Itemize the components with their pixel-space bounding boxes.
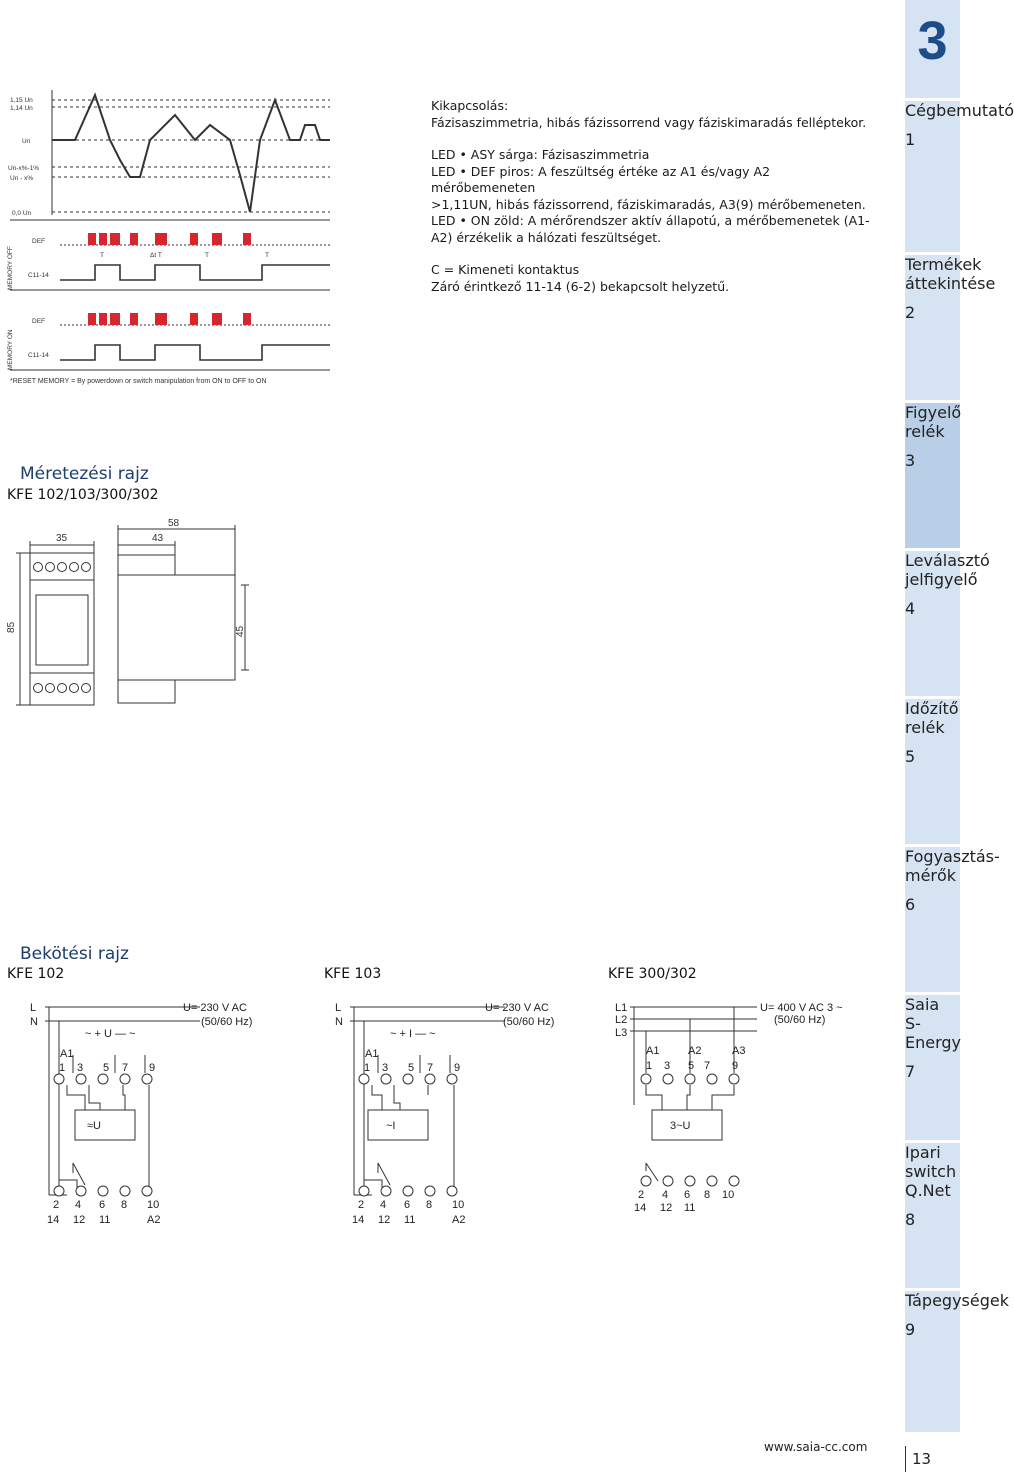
contact-a: C = Kimeneti kontaktus — [431, 262, 580, 277]
svg-text:8: 8 — [121, 1199, 128, 1211]
tab-8-label2: Q.Net — [905, 1181, 951, 1200]
svg-text:A1: A1 — [60, 1048, 74, 1060]
svg-text:12: 12 — [660, 1202, 673, 1214]
svg-text:14: 14 — [47, 1214, 60, 1226]
svg-text:45: 45 — [235, 625, 246, 637]
svg-text:A2: A2 — [688, 1045, 702, 1057]
svg-text:Δt T: Δt T — [150, 252, 162, 259]
svg-text:1: 1 — [59, 1062, 66, 1074]
svg-text:3~U: 3~U — [670, 1120, 691, 1132]
svg-text:Un - x%: Un - x% — [10, 175, 34, 182]
tab-1-number: 1 — [905, 130, 916, 149]
svg-text:5: 5 — [408, 1062, 415, 1074]
dimensions-subtitle: KFE 102/103/300/302 — [7, 487, 159, 503]
tab-9-label: Tápegységek — [905, 1291, 1009, 1310]
led-on-b: A2) érzékelik a hálózati feszültséget. — [431, 229, 662, 245]
svg-text:9: 9 — [732, 1060, 739, 1072]
kfe103-title: KFE 103 — [324, 966, 382, 982]
contact-b: Záró érintkező 11-14 (6-2) bekapcsolt helyzetű. — [431, 278, 730, 294]
svg-text:1,14 Un: 1,14 Un — [10, 105, 33, 112]
description-block — [431, 98, 871, 295]
svg-text:U= 230 V AC: U= 230 V AC — [485, 1002, 549, 1014]
svg-text:14: 14 — [352, 1214, 365, 1226]
tab-8-label: Ipari switch — [905, 1143, 957, 1181]
svg-text:9: 9 — [454, 1062, 461, 1074]
svg-text:~ + U — ~: ~ + U — ~ — [85, 1028, 136, 1040]
dimensions-title: Méretezési rajz — [20, 464, 149, 484]
tab-4[interactable] — [905, 551, 990, 696]
svg-text:7: 7 — [122, 1062, 129, 1074]
svg-text:A3: A3 — [732, 1045, 746, 1057]
tab-6-number: 6 — [905, 895, 916, 914]
kfe300-schematic — [612, 995, 862, 1220]
kfe102-title: KFE 102 — [7, 966, 65, 982]
svg-text:10: 10 — [722, 1189, 735, 1201]
svg-text:(50/60 Hz): (50/60 Hz) — [201, 1016, 253, 1028]
tab-2-number: 2 — [905, 303, 916, 322]
svg-text:7: 7 — [427, 1062, 434, 1074]
svg-text:A2: A2 — [452, 1214, 466, 1226]
led-def-b: >1,11UN, hibás fázissorrend, fáziskimaradás, A3(9) mérőbemeneten. — [431, 196, 866, 212]
svg-text:A1: A1 — [365, 1048, 379, 1060]
svg-text:(50/60 Hz): (50/60 Hz) — [503, 1016, 555, 1028]
svg-text:1: 1 — [364, 1062, 371, 1074]
svg-text:2: 2 — [638, 1189, 645, 1201]
svg-text:A1: A1 — [646, 1045, 660, 1057]
tab-3-label: Figyelő relék — [905, 403, 962, 441]
svg-text:L2: L2 — [615, 1014, 628, 1026]
svg-text:T: T — [265, 252, 269, 259]
svg-text:T: T — [205, 252, 209, 259]
svg-text:Un-x%-1%: Un-x%-1% — [8, 165, 40, 172]
svg-text:C11-14: C11-14 — [28, 272, 49, 279]
tab-4-label: Leválasztó — [905, 551, 990, 570]
svg-text:6: 6 — [404, 1199, 411, 1211]
svg-text:10: 10 — [147, 1199, 160, 1211]
svg-text:~I: ~I — [386, 1120, 396, 1132]
tab-6-label2: mérők — [905, 866, 957, 885]
svg-text:*RESET MEMORY = By powerdown o: *RESET MEMORY = By powerdown or switch manipulation from ON to OFF to ON — [10, 378, 267, 385]
timing-diagram — [0, 85, 340, 400]
tab-7-number: 7 — [905, 1062, 916, 1081]
svg-text:Un: Un — [22, 138, 31, 145]
tab-5-label: Időzítő relék — [905, 699, 959, 737]
svg-text:1,15 Un: 1,15 Un — [10, 97, 33, 104]
tab-8-number: 8 — [905, 1210, 916, 1229]
svg-text:L1: L1 — [615, 1002, 628, 1014]
svg-text:9: 9 — [149, 1062, 156, 1074]
kfe300-title: KFE 300/302 — [608, 966, 697, 982]
led-def-a: LED • DEF piros: A feszültség értéke az A1 és/vagy A2 mérőbemeneten — [431, 163, 771, 195]
tab-2[interactable] — [905, 255, 996, 400]
svg-text:11: 11 — [684, 1202, 696, 1214]
kfe102-schematic — [25, 995, 285, 1230]
footer-url[interactable]: www.saia-cc.com — [764, 1440, 868, 1454]
tab-9-number: 9 — [905, 1320, 916, 1339]
svg-text:~ + I — ~: ~ + I — ~ — [390, 1028, 436, 1040]
svg-text:U= 400 V AC 3 ~: U= 400 V AC 3 ~ — [760, 1002, 843, 1014]
svg-text:DEF: DEF — [32, 238, 45, 245]
svg-text:N: N — [30, 1016, 38, 1028]
svg-text:2: 2 — [53, 1199, 60, 1211]
svg-text:11: 11 — [99, 1214, 111, 1226]
svg-text:11: 11 — [404, 1214, 416, 1226]
svg-text:14: 14 — [634, 1202, 647, 1214]
svg-text:1: 1 — [646, 1060, 653, 1072]
tab-2-label2: áttekintése — [905, 274, 996, 293]
wiring-title: Bekötési rajz — [20, 944, 129, 964]
tab-4-label2: jelfigyelő — [905, 570, 978, 589]
tab-5[interactable] — [905, 699, 960, 844]
tab-7[interactable] — [905, 995, 960, 1140]
svg-text:2: 2 — [358, 1199, 365, 1211]
led-asy: LED • ASY sárga: Fázisaszimmetria — [431, 147, 650, 162]
svg-text:5: 5 — [103, 1062, 110, 1074]
svg-text:3: 3 — [382, 1062, 389, 1074]
svg-text:8: 8 — [426, 1199, 433, 1211]
svg-text:4: 4 — [662, 1189, 669, 1201]
svg-text:3: 3 — [664, 1060, 671, 1072]
svg-text:(50/60 Hz): (50/60 Hz) — [774, 1014, 826, 1026]
dimension-drawing — [0, 515, 270, 715]
tab-2-label: Termékek — [905, 255, 982, 274]
svg-text:DEF: DEF — [32, 318, 45, 325]
svg-text:6: 6 — [99, 1199, 106, 1211]
svg-text:85: 85 — [6, 621, 17, 633]
svg-text:6: 6 — [684, 1189, 691, 1201]
tab-3-number: 3 — [905, 451, 916, 470]
svg-text:4: 4 — [380, 1199, 387, 1211]
tab-6[interactable] — [905, 847, 1000, 992]
page-number: 13 — [912, 1450, 932, 1468]
svg-text:3: 3 — [77, 1062, 84, 1074]
svg-text:58: 58 — [168, 518, 180, 529]
tab-6-label: Fogyasztás- — [905, 847, 1000, 866]
svg-text:N: N — [335, 1016, 343, 1028]
chapter-number: 3 — [917, 11, 948, 71]
kikapcsolas-title: Kikapcsolás: — [431, 98, 509, 113]
footer-divider — [905, 1446, 906, 1472]
tab-7-label2: S-Energy — [905, 1014, 962, 1052]
tab-4-number: 4 — [905, 599, 916, 618]
tab-1[interactable] — [905, 101, 1014, 251]
svg-text:12: 12 — [73, 1214, 86, 1226]
led-on-a: LED • ON zöld: A mérőrendszer aktív állapotú, a mérőbemenetek (A1- — [431, 213, 870, 228]
svg-text:≈U: ≈U — [87, 1120, 101, 1132]
tab-3[interactable] — [905, 403, 960, 548]
svg-text:0,0 Un: 0,0 Un — [12, 210, 32, 217]
svg-text:L3: L3 — [615, 1027, 628, 1039]
tab-7-label: Saia — [905, 995, 940, 1014]
svg-text:C11-14: C11-14 — [28, 352, 49, 359]
tab-8[interactable] — [905, 1143, 960, 1288]
kfe103-schematic — [330, 995, 590, 1230]
svg-text:10: 10 — [452, 1199, 465, 1211]
svg-text:8: 8 — [704, 1189, 711, 1201]
svg-text:4: 4 — [75, 1199, 82, 1211]
svg-text:L: L — [30, 1002, 37, 1014]
tab-9[interactable] — [905, 1291, 1009, 1432]
svg-text:35: 35 — [56, 533, 68, 544]
svg-text:7: 7 — [704, 1060, 711, 1072]
tab-5-number: 5 — [905, 747, 916, 766]
svg-text:43: 43 — [152, 533, 164, 544]
svg-text:MEMORY OFF: MEMORY OFF — [7, 246, 14, 290]
svg-text:L: L — [335, 1002, 342, 1014]
svg-text:U= 230 V AC: U= 230 V AC — [183, 1002, 247, 1014]
svg-text:A2: A2 — [147, 1214, 161, 1226]
kikapcsolas-body: Fázisaszimmetria, hibás fázissorrend vagy fáziskimaradás felléptekor. — [431, 114, 867, 130]
svg-text:12: 12 — [378, 1214, 391, 1226]
svg-text:5: 5 — [688, 1060, 695, 1072]
tab-1-label: Cégbemutató — [905, 101, 1014, 120]
svg-text:MEMORY ON: MEMORY ON — [7, 329, 14, 370]
svg-text:T: T — [100, 252, 104, 259]
